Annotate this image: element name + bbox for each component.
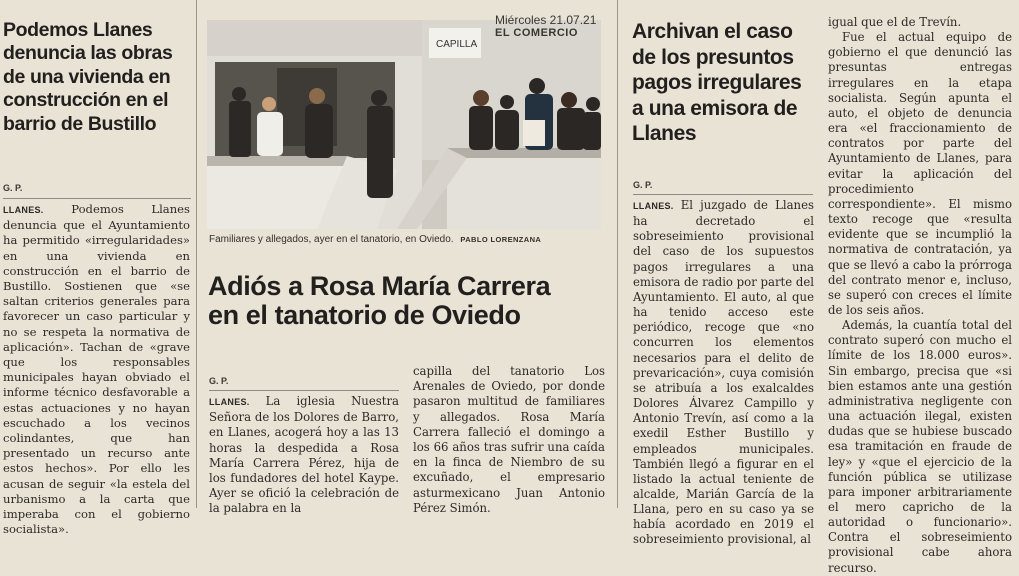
left-article-text: Podemos Llanes denuncia que el Ayuntamiento ha permitido «irregularidades» en una vivienda en construcción en el barrio de Bustillo. Sostienen que «se saltan criterios generales para favorecer un caso particular y no se respeta la normativa de aplicación». Tachan de «grave que los responsables municipales hayan obviado el informe técnico desfavorable a estas actuaciones y no hayan escuchado a los vecinos colindantes, que han presentado un recurso ante estos hechos». Por ello les acusan de seguir «la estela del urbanismo a la carta que imperaba con el gobierno socialista».: [3, 202, 190, 537]
right-article-byline: G. P.: [633, 180, 653, 190]
right-byline-rule: [633, 194, 813, 195]
center-article-col2: capilla del tanatorio Los Arenales de Oviedo, por donde pasaron multitud de familiares y allegados. Rosa María Carrera falleció el domingo a los 66 años tras sufrir una caída en la finca de Niembro de su excuñado, el empresario asturmexicano Juan Antonio Pérez Simón.: [413, 364, 605, 515]
right-article-col2: [828, 15, 1012, 576]
center-article-place: LLANES.: [209, 397, 250, 407]
right-article-headline: Archivan el caso de los presuntos pagos irregulares a una emisora de Llanes: [632, 20, 802, 145]
right-article-col2-p2: Fue el actual equipo de gobierno el que denunció las presuntas entregas irregulares en la etapa socialista. Según apunta el auto, el objeto de denuncia era «el fraccionamiento de contratos por parte del Ayuntamiento de Llanes, para evitar la aplicación del procedimiento correspondiente». El mismo texto recoge que «resulta evidente que se incumplió la normativa de contratación, ya que se llevó a cabo la prórroga del contrato menor e, incluso, se superó con creces el límite de los seis años.: [828, 30, 1012, 317]
left-article-byline: G. P.: [3, 183, 23, 193]
center-article-col1: [209, 394, 399, 517]
left-article-body: [3, 202, 190, 537]
column-rule-right: [617, 0, 618, 508]
photo-caption-text: Familiares y allegados, ayer en el tanatorio, en Oviedo.: [209, 234, 454, 245]
center-article-headline: Adiós a Rosa María Carrera en el tanatorio de Oviedo: [208, 271, 551, 330]
right-article-col2-p1: igual que el de Trevín.: [828, 15, 962, 29]
left-article-headline: Podemos Llanes denuncia las obras de una vivienda en construcción en el barrio de Bustillo: [3, 19, 173, 135]
date-line: Miércoles 21.07.21: [495, 13, 597, 27]
right-article-col1-text: El juzgado de Llanes ha decretado el sobreseimiento provisional del caso de los supuestos pagos irregulares a una emisora de radio por parte del Ayuntamiento. El auto, al que ha tenido acceso este periódico, recoge que «no concurren los elementos necesarios para el delito de prevaricación», cuya comisión se atribuía a los exalcaldes Dolores Álvarez Campillo y Antonio Trevín, así como a la exedil Esther Bustillo y empleados municipales. También llegó a figurar en el listado la actual teniente de alcalde, Marián García de la Llana, pero en su caso ya se había acordado en 2019 el sobreseimiento provisional, al: [633, 198, 815, 547]
photo-scene: [207, 20, 601, 229]
newspaper-name: EL COMERCIO: [495, 27, 578, 39]
left-article-place: LLANES.: [3, 205, 44, 215]
right-article-place: LLANES.: [633, 201, 674, 211]
tanatorio-photo: [207, 20, 601, 229]
right-article-col2-p3: Además, la cuantía total del contrato superó con mucho el límite de los 18.000 euros». Sin embargo, precisa que «si bien estamos ante una gestión administrativa negligente con una actuación ilegal, existen dudas que se hubiese buscado esa tramitación en fraude de ley» y «que el ejercicio de la función pública se utilizase para imponer arbitrariamente el mero capricho de la autoridad o funcionario». Contra el sobreseimiento provisional cabe ahora recurso.: [828, 318, 1012, 575]
center-article-byline: G. P.: [209, 376, 229, 386]
center-article-col1-text: La iglesia Nuestra Señora de los Dolores de Barro, en Llanes, acogerá hoy a las 13 horas la despedida a Rosa María Carrera Pérez, hija de los fundadores del hotel Kaype. Ayer se ofició la celebración de la palabra en la: [209, 394, 399, 516]
left-byline-rule: [3, 198, 191, 199]
photo-credit: PABLO LORENZANA: [460, 235, 542, 244]
right-article-col1: [633, 198, 814, 548]
center-byline-rule: [209, 390, 399, 391]
column-rule-left: [196, 0, 197, 508]
photo-caption: [209, 234, 609, 245]
capilla-sign: CAPILLA: [436, 39, 478, 50]
